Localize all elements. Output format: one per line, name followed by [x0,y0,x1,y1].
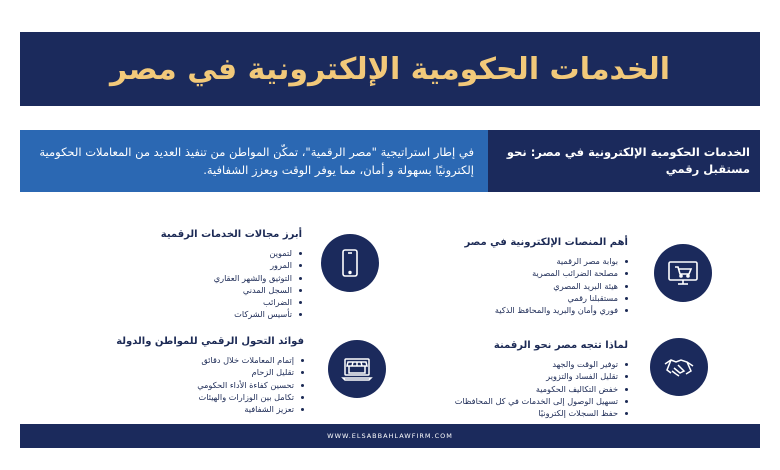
smartphone-icon [321,234,379,292]
list-item: خفض التكاليف الحكومية [428,383,628,395]
title-bar [20,32,760,106]
digital-services-section [122,229,302,321]
list-item: إتمام المعاملات خلال دقائق [104,354,304,366]
website-link[interactable]: WWW.ELSABBAHLAWFIRM.COM [327,432,453,440]
list-item: فوري وأمان والبريد والمحافظ الذكية [428,304,628,316]
banner-description: في إطار استراتيجية "مصر الرقمية"، تمكّن المواطن من تنفيذ العديد من المعاملات الحكومية إلكترونيًا بسهولة و أمان، مما يوفر الوقت ويعزز الشفافية. [20,130,488,192]
list-item: هيئة البريد المصري [428,280,628,292]
list-item: تقليل الزحام [104,366,304,378]
footer-bar [20,424,760,448]
benefits-section [104,336,304,415]
banner-heading: الخدمات الحكومية الإلكترونية في مصر: نحو مستقبل رقمي [488,130,760,192]
list-item: تأسيس الشركات [122,308,302,320]
intro-banner [20,130,760,192]
online-shopping-icon [654,244,712,302]
list-item: مصلحة الضرائب المصرية [428,267,628,279]
list-item: التوثيق والشهر العقاري [122,272,302,284]
list-item: تسهيل الوصول إلى الخدمات في كل المحافظات [428,395,628,407]
why-digital-section [428,340,628,419]
list-item: تحسين كفاءة الأداء الحكومي [104,379,304,391]
handshake-icon [650,338,708,396]
why-digital-heading: لماذا تتجه مصر نحو الرقمنة [493,340,628,351]
benefits-heading: فوائد التحول الرقمي للمواطن والدولة [116,336,304,347]
list-item: بوابة مصر الرقمية [428,255,628,267]
platforms-heading: أهم المنصات الإلكترونية في مصر [464,237,628,248]
list-item: حفظ السجلات إلكترونيًا [428,407,628,419]
list-item: الضرائب [122,296,302,308]
list-item: توفير الوقت والجهد [428,358,628,370]
digital-services-heading: أبرز مجالات الخدمات الرقمية [160,229,302,240]
list-item: السجل المدني [122,284,302,296]
list-item: تقليل الفساد والتزوير [428,370,628,382]
platforms-section [428,237,628,316]
list-item: تكامل بين الوزارات والهيئات [104,391,304,403]
list-item: تعزيز الشفافية [104,403,304,415]
list-item: المرور [122,259,302,271]
list-item: مستقبلنا رقمي [428,292,628,304]
list-item: لتموين [122,247,302,259]
storefront-laptop-icon [328,340,386,398]
page-title: الخدمات الحكومية الإلكترونية في مصر [109,51,671,87]
